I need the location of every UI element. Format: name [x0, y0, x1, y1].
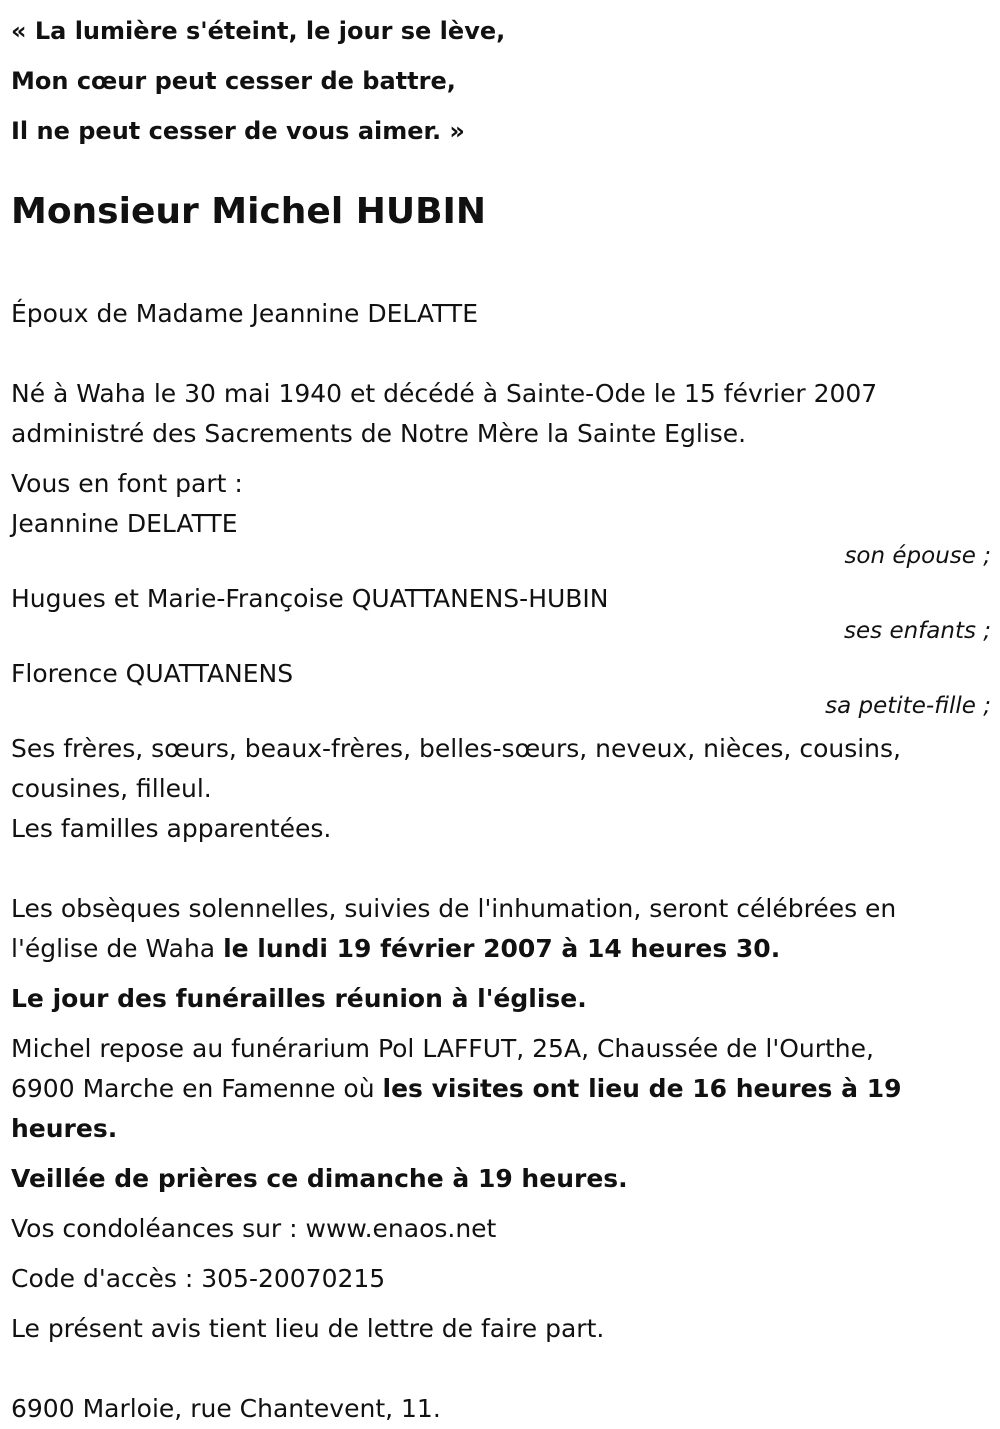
birth-death-line: administré des Sacrements de Notre Mère la Sainte Eglise. [11, 419, 747, 448]
family-member-role: son épouse ; [844, 543, 991, 569]
vigil-note: Veillée de prières ce dimanche à 19 heures. [11, 1164, 628, 1193]
funeral-line: Les obsèques solennelles, suivies de l'inhumation, seront célébrées en [11, 894, 897, 923]
announcement-intro: Vous en font part : [11, 469, 243, 498]
rest-line [11, 1069, 991, 1109]
family-member-role: ses enfants ; [844, 618, 991, 644]
rest-details [11, 1029, 991, 1149]
verse-line: « La lumière s'éteint, le jour se lève, [11, 17, 506, 45]
spouse-line: Époux de Madame Jeannine DELATTE [11, 299, 478, 328]
notice-line: Le présent avis tient lieu de lettre de faire part. [11, 1314, 605, 1343]
family-member-name: Jeannine DELATTE [11, 509, 238, 538]
family-member-name: Hugues et Marie-Françoise QUATTANENS-HUBIN [11, 584, 609, 613]
funeral-date: le lundi 19 février 2007 à 14 heures 30. [223, 934, 781, 963]
birth-death [11, 374, 991, 454]
funeral-line [11, 929, 991, 969]
family-member [11, 579, 991, 643]
visit-hours: les visites ont lieu de 16 heures à 19 [382, 1074, 902, 1103]
relatives [11, 729, 991, 849]
funeral-place: l'église de Waha [11, 934, 224, 963]
funeral-details [11, 889, 991, 969]
condolences-line: Vos condoléances sur : www.enaos.net [11, 1214, 497, 1243]
meeting-note: Le jour des funérailles réunion à l'église. [11, 984, 587, 1013]
verse-line: Mon cœur peut cesser de battre, [11, 67, 456, 95]
family-member-name: Florence QUATTANENS [11, 659, 294, 688]
address-line: 6900 Marloie, rue Chantevent, 11. [11, 1394, 441, 1423]
family-member [11, 504, 991, 568]
rest-line: Michel repose au funérarium Pol LAFFUT, 25A, Chaussée de l'Ourthe, [11, 1034, 874, 1063]
relatives-line: Ses frères, sœurs, beaux-frères, belles-sœurs, neveux, nièces, cousins, [11, 734, 902, 763]
verse-line: Il ne peut cesser de vous aimer. » [11, 117, 465, 145]
relatives-line: Les familles apparentées. [11, 814, 332, 843]
relatives-line: cousines, filleul. [11, 774, 212, 803]
visit-hours-end: heures. [11, 1114, 118, 1143]
birth-death-line: Né à Waha le 30 mai 1940 et décédé à Sainte-Ode le 15 février 2007 [11, 379, 878, 408]
obituary-notice [11, 6, 991, 1429]
verse [11, 6, 991, 156]
deceased-name: Monsieur Michel HUBIN [11, 191, 487, 232]
family-list [11, 504, 991, 718]
access-code: Code d'accès : 305-20070215 [11, 1264, 386, 1293]
family-member [11, 654, 991, 718]
family-member-role: sa petite-fille ; [825, 693, 991, 719]
rest-place: 6900 Marche en Famenne où [11, 1074, 383, 1103]
